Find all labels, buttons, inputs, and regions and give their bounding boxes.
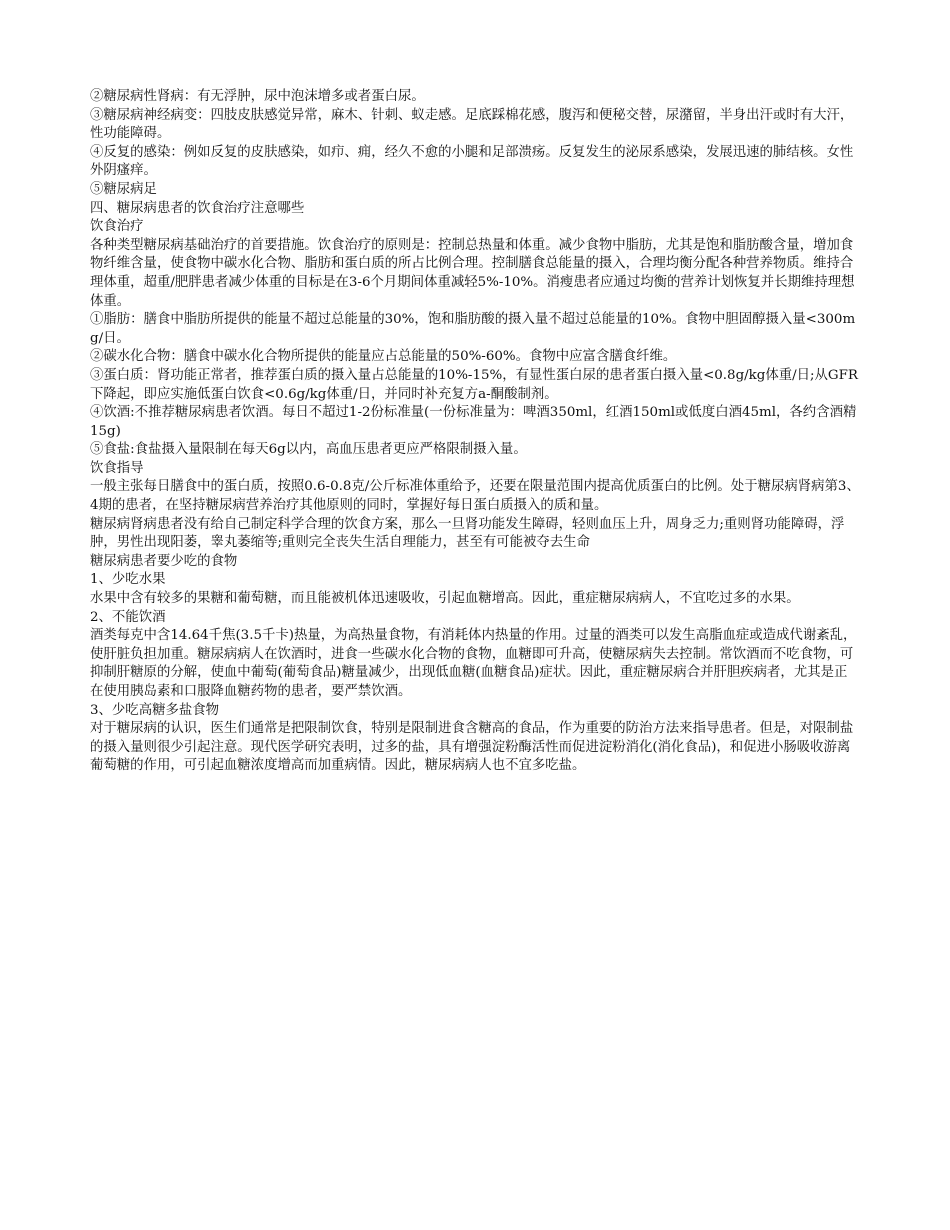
section-heading-diet: 四、糖尿病患者的饮食治疗注意哪些 xyxy=(90,200,305,216)
paragraph-neuropathy: ③糖尿病神经病变：四肢皮肤感觉异常，麻木、针刺、蚁走感。足底踩棉花感，腹泻和便秘交替，尿潴留，半身出汗或时有大汗，性功能障碍。 xyxy=(90,107,854,142)
paragraph-carbohydrate: ②碳水化合物：膳食中碳水化合物所提供的能量应占总能量的50%-60%。食物中应富含膳食纤维。 xyxy=(90,349,677,365)
paragraph-infection: ④反复的感染：例如反复的皮肤感染，如疖、痈，经久不愈的小腿和足部溃疡。反复发生的泌尿系感染，发展迅速的肺结核。女性外阴瘙痒。 xyxy=(90,144,854,179)
paragraph-nephropathy: ②糖尿病性肾病：有无浮肿，尿中泡沫增多或者蛋白尿。 xyxy=(90,89,425,104)
paragraph-fruit: 水果中含有较多的果糖和葡萄糖，而且能被机体迅速吸收，引起血糖增高。因此，重症糖尿病病人，不宜吃过多的水果。 xyxy=(90,591,800,607)
paragraph-nephropathy-risk: 糖尿病肾病患者没有给自己制定科学合理的饮食方案，那么一旦肾功能发生障碍，轻则血压上升，周身乏力;重则肾功能障碍，浮肿，男性出现阳萎，睾丸萎缩等;重则完全丧失生活自理能力，甚至有可能被夺去生命 xyxy=(90,516,845,551)
paragraph-salt: ⑤食盐:食盐摄入量限制在每天6g以内，高血压患者更应严格限制摄入量。 xyxy=(90,442,527,458)
paragraph-diabetic-foot: ⑤糖尿病足 xyxy=(90,181,157,197)
item-heading-sugar-salt: 3、少吃高糖多盐食物 xyxy=(90,702,220,718)
paragraph-protein: ③蛋白质：肾功能正常者，推荐蛋白质的摄入量占总能量的10%-15%，有显性蛋白尿的患者蛋白摄入量<0.8g/kg体重/日;从GFR下降起，即应实施低蛋白饮食<0.6g/kg体重/日，并同时补充复方a-酮酸制剂。 xyxy=(90,367,859,402)
paragraph-diet-principles: 各种类型糖尿病基础治疗的首要措施。饮食治疗的原则是：控制总热量和体重。减少食物中脂肪，尤其是饱和脂肪酸含量，增加食物纤维含量，使食物中碳水化合物、脂肪和蛋白质的所占比例合理。控制膳食总能量的摄入，合理均衡分配各种营养物质。维持合理体重，超重/肥胖患者减少体重的目标是在3-6个月期间体重减轻5%-10%。消瘦患者应通过均衡的营养计划恢复并长期维持理想体重。 xyxy=(90,237,855,309)
paragraph-alcohol-detail: 酒类每克中含14.64千焦(3.5千卡)热量，为高热量食物，有消耗体内热量的作用。过量的酒类可以发生高脂血症或造成代谢紊乱，使肝脏负担加重。糖尿病病人在饮酒时，进食一些碳水化合物的食物，血糖即可升高，使糖尿病失去控制。常饮酒而不吃食物，可抑制肝糖原的分解，使血中葡萄(葡萄食品)糖量减少，出现低血糖(血糖食品)症状。因此，重症糖尿病合并肝胆疾病者，尤其是正在使用胰岛素和口服降血糖药物的患者，要严禁饮酒。 xyxy=(90,628,857,699)
paragraph-sugar-salt: 对于糖尿病的认识，医生们通常是把限制饮食，特别是限制进食含糖高的食品，作为重要的防治方法来指导患者。但是，对限制盐的摄入量则很少引起注意。现代医学研究表明，过多的盐，具有增强淀粉酶活性而促进淀粉消化(消化食品)，和促进小肠吸收游离葡萄糖的作用，可引起血糖浓度增高而加重病情。因此，糖尿病病人也不宜多吃盐。 xyxy=(90,721,854,774)
item-heading-fruit: 1、少吃水果 xyxy=(90,572,166,588)
item-heading-alcohol: 2、不能饮酒 xyxy=(90,609,166,625)
subheading-diet-therapy: 饮食治疗 xyxy=(90,219,144,235)
subheading-foods-to-limit: 糖尿病患者要少吃的食物 xyxy=(90,553,238,569)
document-body xyxy=(90,88,860,776)
paragraph-alcohol: ④饮酒:不推荐糖尿病患者饮酒。每日不超过1-2份标准量(一份标准量为：啤酒350ml，红酒150ml或低度白酒45ml，各约含酒精15g) xyxy=(90,405,857,439)
paragraph-protein-guidance: 一般主张每日膳食中的蛋白质，按照0.6-0.8克/公斤标准体重给予，还要在限量范围内提高优质蛋白的比例。处于糖尿病肾病第3、4期的患者，在坚持糖尿病营养治疗其他原则的同时，掌握好每日蛋白质摄入的质和量。 xyxy=(90,479,860,514)
paragraph-fat: ①脂肪：膳食中脂肪所提供的能量不超过总能量的30%，饱和脂肪酸的摄入量不超过总能量的10%。食物中胆固醇摄入量<300mg/日。 xyxy=(90,312,856,346)
subheading-diet-guidance: 饮食指导 xyxy=(90,460,144,476)
